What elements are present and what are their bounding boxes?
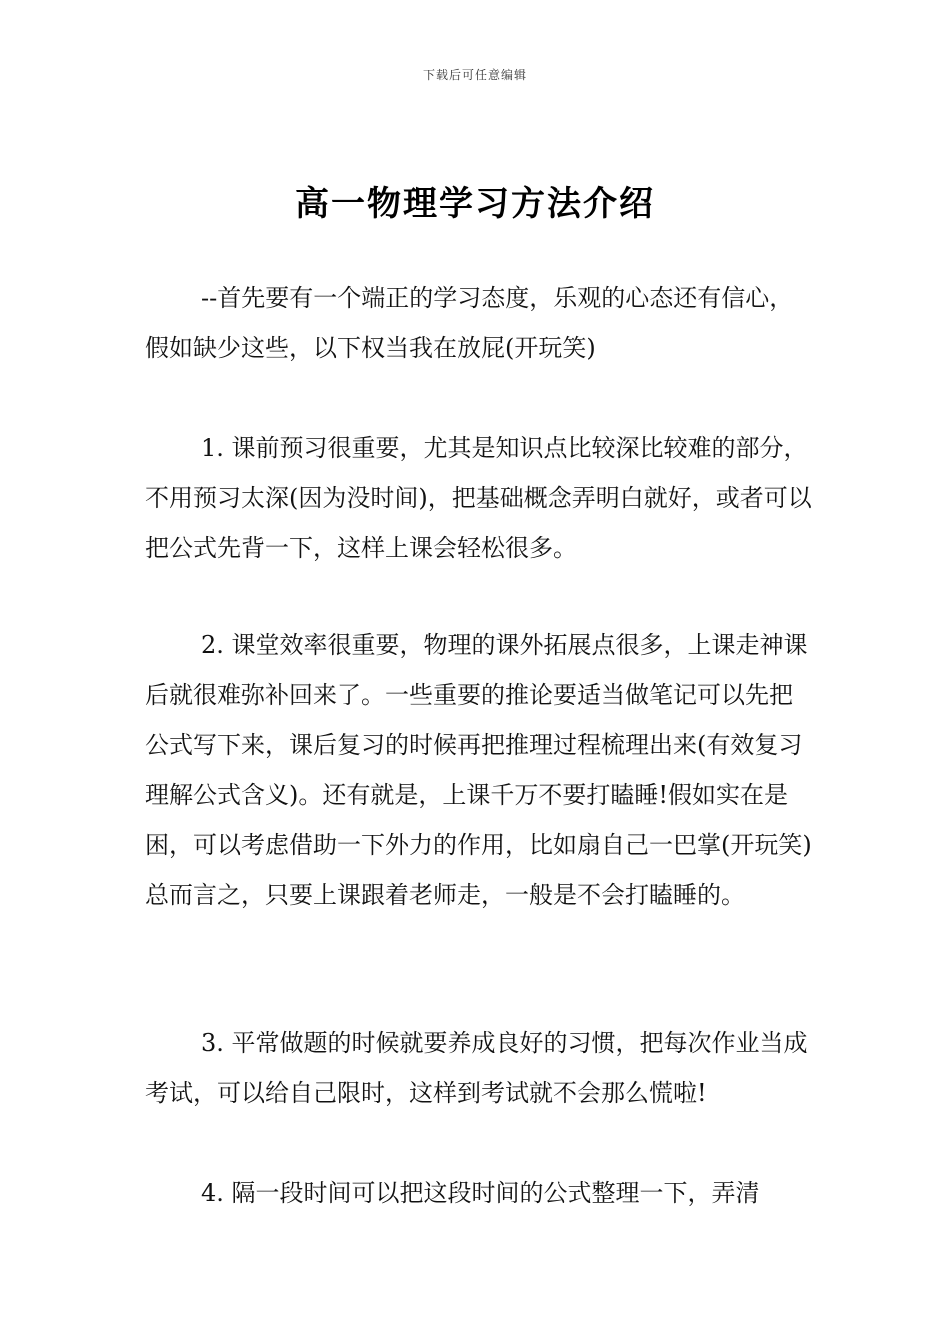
- paragraph-text: 1. 课前预习很重要，尤其是知识点比较深比较难的部分，不用预习太深(因为没时间)，把基础概念弄明白就好，或者可以把公式先背一下，这样上课会轻松很多。: [145, 434, 812, 562]
- paragraph-intro: [145, 273, 815, 373]
- paragraph-text: 4. 隔一段时间可以把这段时间的公式整理一下，弄清: [201, 1179, 760, 1207]
- paragraph-item-2: [145, 620, 815, 920]
- paragraph-text: 3. 平常做题的时候就要养成良好的习惯，把每次作业当成考试，可以给自己限时，这样到考试就不会那么慌啦!: [145, 1029, 808, 1107]
- header-note: 下载后可任意编辑: [422, 68, 527, 82]
- page-title: 高一物理学习方法介绍: [295, 184, 655, 224]
- paragraph-item-3: [145, 1018, 815, 1118]
- paragraph-item-1: [145, 423, 815, 573]
- paragraph-text: 2. 课堂效率很重要，物理的课外拓展点很多，上课走神课后就很难弥补回来了。一些重要的推论要适当做笔记可以先把公式写下来，课后复习的时候再把推理过程梳理出来(有效复习理解公式含义)。还有就是，上课千万不要打瞌睡!假如实在是困，可以考虑借助一下外力的作用，比如扇自己一巴掌(开玩笑)总而言之，只要上课跟着老师走，一般是不会打瞌睡的。: [145, 631, 812, 909]
- paragraph-item-4: [145, 1168, 815, 1218]
- paragraph-text: --首先要有一个端正的学习态度，乐观的心态还有信心，假如缺少这些，以下权当我在放屁(开玩笑): [145, 284, 794, 362]
